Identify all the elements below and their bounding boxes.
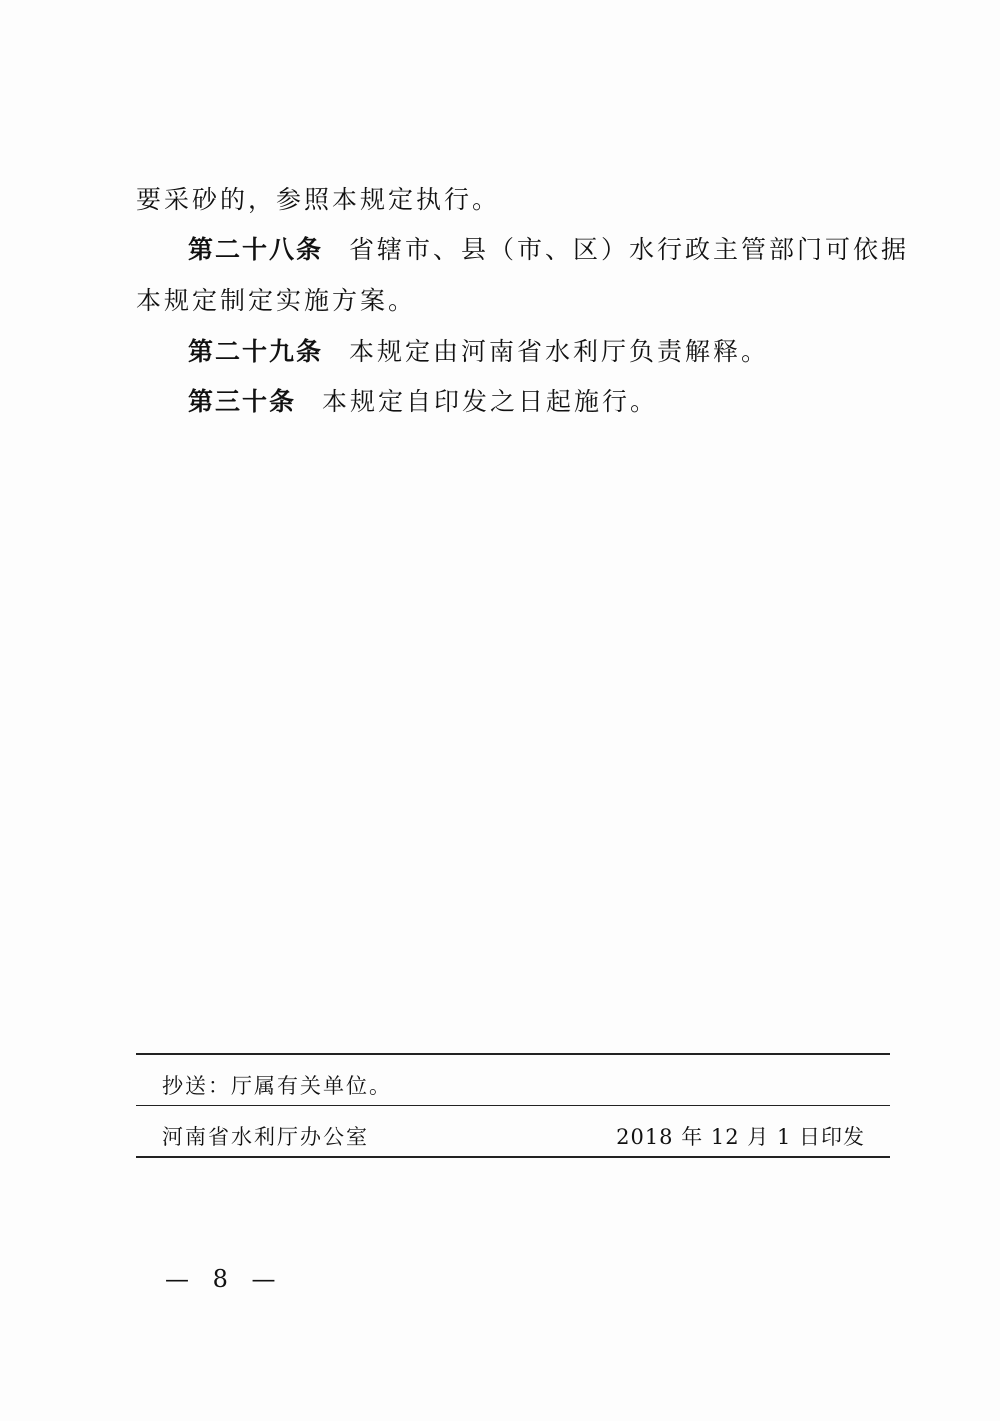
article-30-text: 本规定自印发之日起施行。 [322,387,659,416]
article-28-line-1 [188,230,948,266]
article-30 [188,382,948,418]
article-29 [188,332,948,368]
footer-middle-rule [136,1105,890,1106]
footer-bottom-rule [136,1156,890,1158]
article-30-number: 第三十条 [188,387,297,416]
article-28-text-1: 省辖市、县（市、区）水行政主管部门可依据 [349,235,910,264]
cc-recipients: 抄送：厅属有关单位。 [162,1074,392,1098]
issue-date: 2018 年 12 月 1 日印发 [616,1125,865,1149]
paragraph-continuation: 要采砂的，参照本规定执行。 [136,185,501,214]
footer-top-rule [136,1053,890,1055]
page-number: — 8 — [165,1265,284,1293]
article-29-text: 本规定由河南省水利厅负责解释。 [349,337,770,366]
issuing-office: 河南省水利厅办公室 [162,1125,369,1149]
article-29-number: 第二十九条 [188,337,324,366]
article-28-line-2: 本规定制定实施方案。 [136,286,417,315]
article-28-number: 第二十八条 [188,235,324,264]
